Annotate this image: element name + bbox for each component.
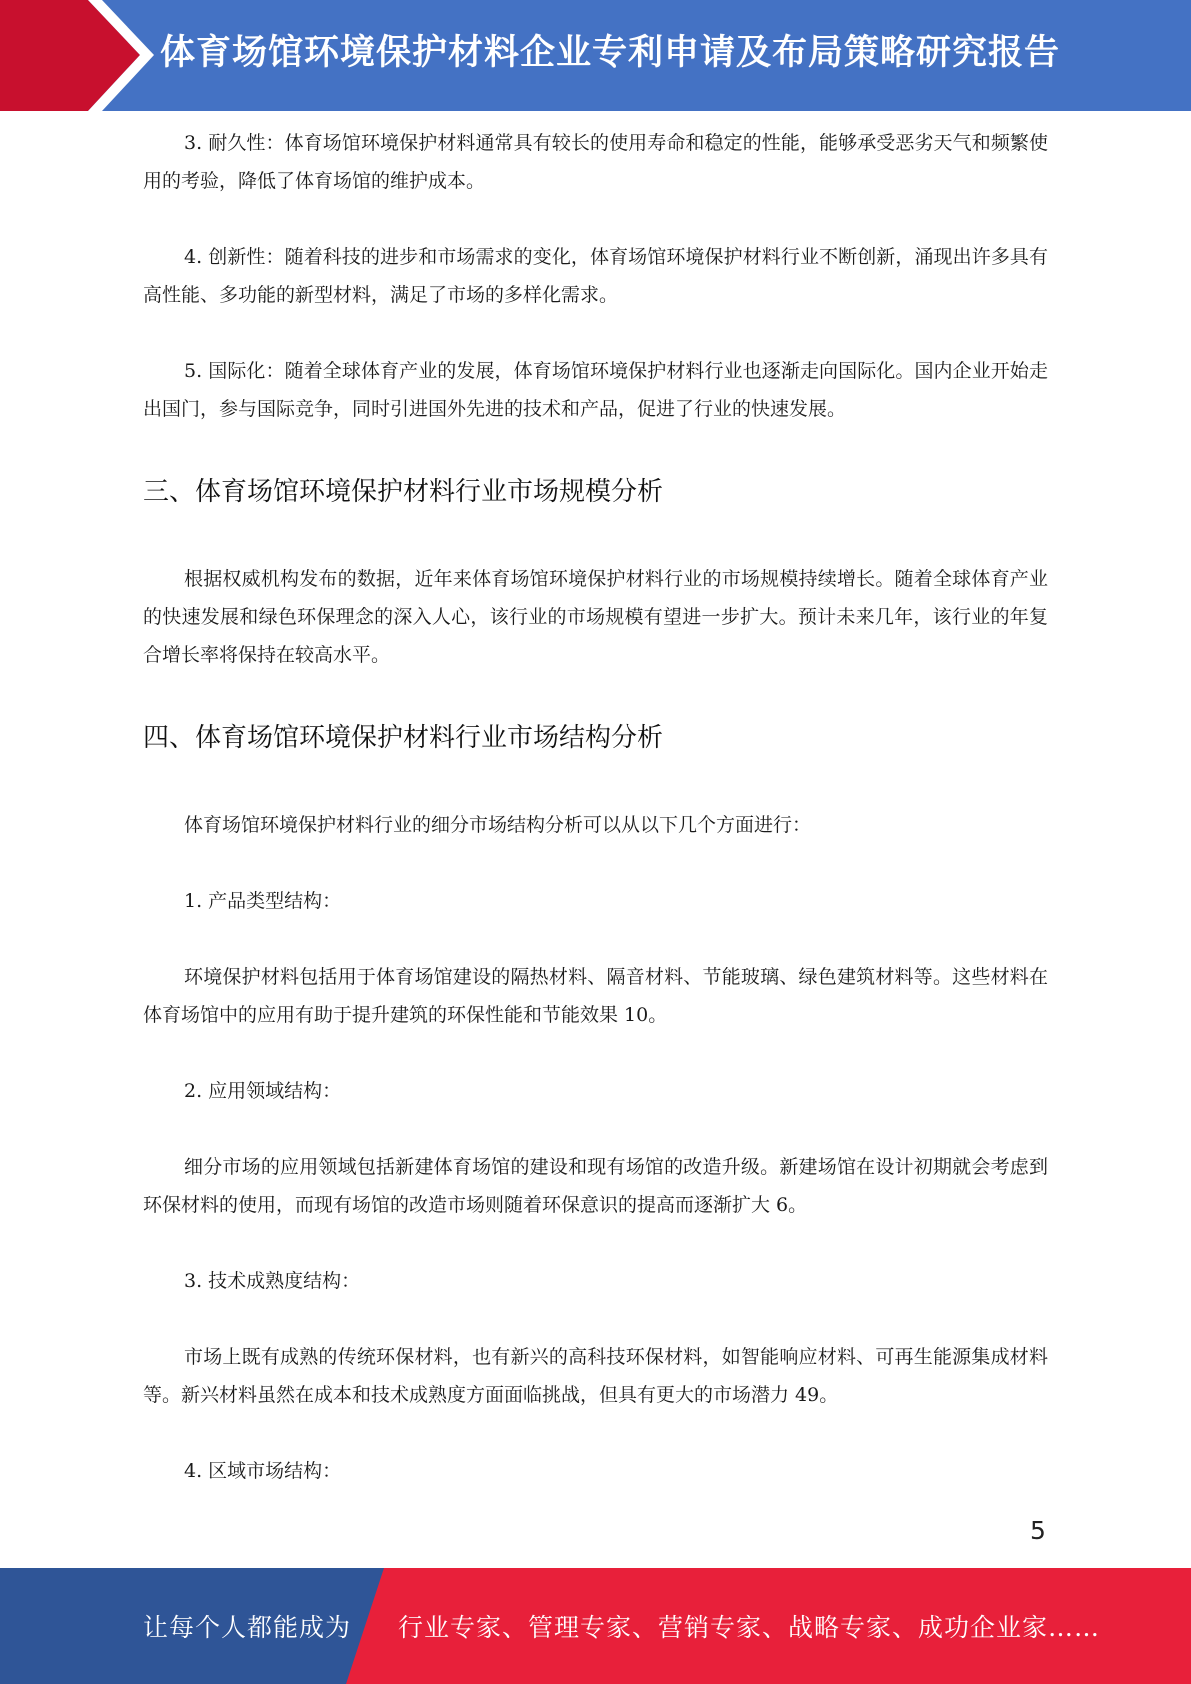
paragraph-product-type: 环境保护材料包括用于体育场馆建设的隔热材料、隔音材料、节能玻璃、绿色建筑材料等。这些材料在体育场馆中的应用有助于提升建筑的环保性能和节能效果 10。 bbox=[143, 966, 1048, 1026]
paragraph-innovation: 4. 创新性：随着科技的进步和市场需求的变化，体育场馆环境保护材料行业不断创新，涌现出许多具有高性能、多功能的新型材料，满足了市场的多样化需求。 bbox=[143, 246, 1048, 306]
page-footer bbox=[0, 1568, 1191, 1684]
list-item-regional-market: 4. 区域市场结构： bbox=[184, 1460, 342, 1482]
list-item-product-type: 1. 产品类型结构： bbox=[184, 890, 342, 912]
footer-slogan-left: 让每个人都能成为 bbox=[143, 1613, 352, 1642]
section-heading-market-structure: 四、体育场馆环境保护材料行业市场结构分析 bbox=[143, 723, 664, 753]
list-item-tech-maturity: 3. 技术成熟度结构： bbox=[184, 1270, 361, 1292]
document-body bbox=[143, 124, 1048, 1490]
paragraph-durability: 3. 耐久性：体育场馆环境保护材料通常具有较长的使用寿命和稳定的性能，能够承受恶劣天气和频繁使用的考验，降低了体育场馆的维护成本。 bbox=[143, 132, 1048, 192]
paragraph-tech-maturity: 市场上既有成熟的传统环保材料，也有新兴的高科技环保材料，如智能响应材料、可再生能源集成材料等。新兴材料虽然在成本和技术成熟度方面面临挑战，但具有更大的市场潜力 49。 bbox=[143, 1346, 1048, 1406]
list-item-application-field: 2. 应用领域结构： bbox=[184, 1080, 342, 1102]
paragraph-market-size: 根据权威机构发布的数据，近年来体育场馆环境保护材料行业的市场规模持续增长。随着全球体育产业的快速发展和绿色环保理念的深入人心，该行业的市场规模有望进一步扩大。预计未来几年，该行业的年复合增长率将保持在较高水平。 bbox=[143, 568, 1048, 666]
paragraph-internationalization: 5. 国际化：随着全球体育产业的发展，体育场馆环境保护材料行业也逐渐走向国际化。国内企业开始走出国门，参与国际竞争，同时引进国外先进的技术和产品，促进了行业的快速发展。 bbox=[143, 360, 1048, 420]
page-header bbox=[0, 0, 1191, 111]
page-number: 5 bbox=[1030, 1516, 1046, 1545]
report-title: 体育场馆环境保护材料企业专利申请及布局策略研究报告 bbox=[160, 33, 1061, 73]
paragraph-structure-intro: 体育场馆环境保护材料行业的细分市场结构分析可以从以下几个方面进行： bbox=[184, 814, 812, 836]
section-heading-market-size: 三、体育场馆环境保护材料行业市场规模分析 bbox=[143, 477, 664, 507]
footer-slogan-right: 行业专家、管理专家、营销专家、战略专家、成功企业家…… bbox=[398, 1613, 1101, 1642]
paragraph-application-field: 细分市场的应用领域包括新建体育场馆的建设和现有场馆的改造升级。新建场馆在设计初期就会考虑到环保材料的使用，而现有场馆的改造市场则随着环保意识的提高而逐渐扩大 6。 bbox=[143, 1156, 1048, 1216]
